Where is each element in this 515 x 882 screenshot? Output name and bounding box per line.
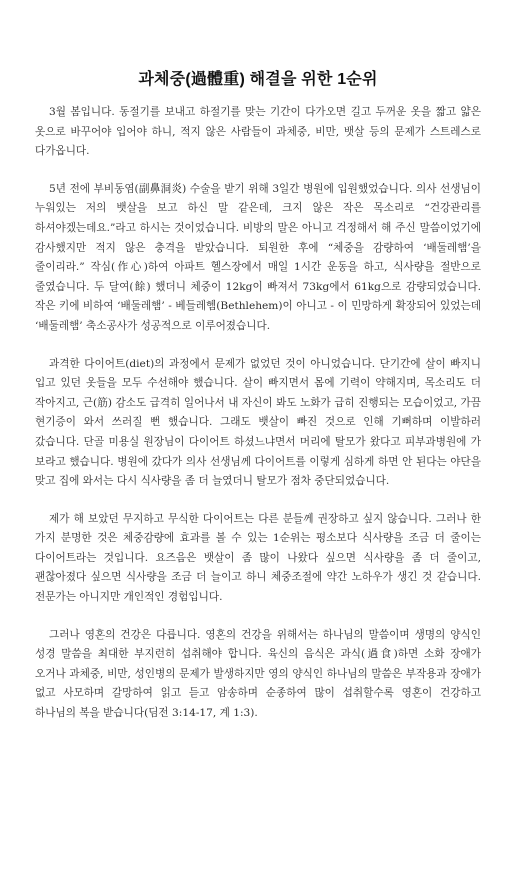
- paragraph-2: 5년 전에 부비동염(副鼻洞炎) 수술을 받기 위해 3일간 병원에 입원했었습니다. 의사 선생님이 누워있는 저의 뱃살을 보고 하신 말 같은데, 크지 않은 작은 목소리로 “건강관리를 하셔야겠는데요.”라고 하시는 것이었습니다. 비방의 말은 아니고 걱정해서 해 주신 말씀이었기에 감사했지만 적지 않은 충격을 받았습니다. 퇴원한 후에 “체중을 감량하여 ‘배둘레햄’을 줄이리라.” 작심(作心)하여 아파트 헬스장에서 매일 1시간 운동을 하고, 식사량을 절반으로 줄였습니다. 두 달여(餘) 했더니 체중이 12kg이 빠져서 73kg에서 61kg으로 감량되었습니다. 작은 키에 비하여 ‘배둘레햄’ - 베들레헴(Bethlehem)이 아니고 - 이 민망하게 확장되어 있었는데 ‘배둘레햄’ 축소공사가 성공적으로 이루어졌습니다.: [35, 182, 481, 332]
- paragraph-1: 3월 봄입니다. 동절기를 보내고 하절기를 맞는 기간이 다가오면 길고 두꺼운 옷을 짧고 얇은 옷으로 바꾸어야 입어야 하니, 적지 않은 사람들이 과체중, 비만, 뱃살 등의 문제가 스트레스로 다가옵니다.: [35, 106, 481, 158]
- paragraph-3: 과격한 다이어트(diet)의 과정에서 문제가 없었던 것이 아니었습니다. 단기간에 살이 빠지니 입고 있던 옷들을 모두 수선해야 했습니다. 살이 빠지면서 몸에 기력이 약해지며, 목소리도 더 작아지고, 근(筋) 감소도 급격히 일어나서 내 자신이 봐도 노화가 급히 진행되는 모습이었고, 가끔 현기증이 와서 쓰러질 뻔 했습니다. 그래도 뱃살이 빠진 것으로 인해 기뻐하며 이발하러 갔습니다. 단골 미용실 원장님이 다이어트 하셨느냐면서 머리에 탈모가 왔다고 피부과병원에 가 보라고 했습니다. 병원에 갔다가 의사 선생님께 다이어트를 이렇게 심하게 하면 안 된다는 야단을 맞고 집에 와서는 다시 식사량을 좀 더 늘였더니 탈모가 점차 중단되었습니다.: [35, 357, 481, 488]
- paragraph-5: 그러나 영혼의 건강은 다릅니다. 영혼의 건강을 위해서는 하나님의 말씀이며 생명의 양식인 성경 말씀을 최대한 부지런히 섭취해야 합니다. 육신의 음식은 과식(過食)하면 소화 장애가 오거나 과체중, 비만, 성인병의 문제가 발생하지만 영의 양식인 하나님의 말씀은 부작용과 장애가 없고 사모하며 갈망하여 읽고 듣고 암송하며 순종하여 많이 섭취할수록 영혼이 건강하고 하나님의 복을 받습니다(딤전 3:14-17, 계 1:3).: [35, 628, 481, 720]
- paragraph-4: 제가 해 보았던 무지하고 무식한 다이어트는 다른 분들께 권장하고 싶지 않습니다. 그러나 한 가지 분명한 것은 체중감량에 효과를 볼 수 있는 1순위는 평소보다 식사량을 조금 더 줄이는 다이어트라는 것입니다. 요즈음은 뱃살이 좀 많이 나왔다 싶으면 식사량을 좀 더 줄이고, 괜찮아졌다 싶으면 식사량을 조금 더 늘이고 하니 체중조절에 약간 노하우가 생긴 것 같습니다. 전문가는 아니지만 개인적인 경험입니다.: [35, 512, 481, 604]
- document-title: 과체중(過體重) 해결을 위한 1순위: [138, 71, 378, 88]
